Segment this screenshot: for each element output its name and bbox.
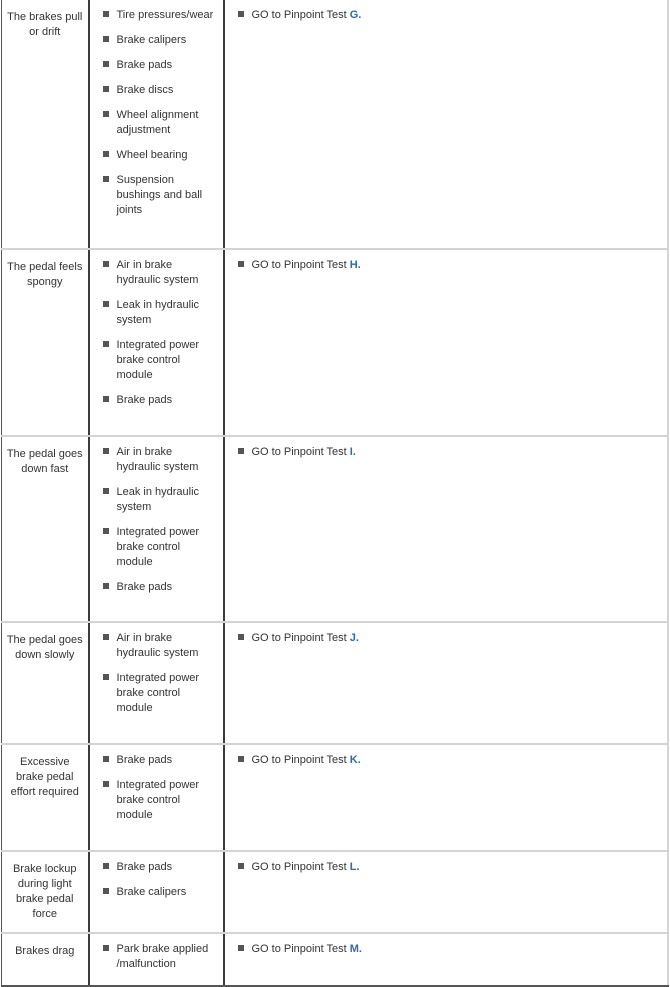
possible-causes-cell [89,622,224,744]
bullet-square-icon [103,341,109,347]
list-item [103,631,219,661]
cause-text: Wheel alignment adjustment [116,109,199,136]
table-row [2,436,668,622]
bullet-square-icon [103,111,109,117]
list-item [238,942,663,957]
action-list [238,445,663,460]
bullet-square-icon [103,61,109,67]
cause-text: Brake pads [116,754,173,766]
cause-text: Suspension bushings and ball joints [116,174,203,216]
cause-text: Leak in hydraulic system [116,299,200,326]
bullet-square-icon [238,261,244,267]
list-item [103,298,219,328]
condition-cell: Brakes drag [2,933,89,986]
list-item [103,445,219,475]
action-cell [224,622,668,744]
bullet-square-icon [238,11,244,17]
action-list [238,8,663,23]
cause-text: Brake discs [116,84,174,96]
list-item [103,671,219,716]
pinpoint-test-link[interactable]: I. [349,446,356,458]
list-item [103,173,219,218]
cause-text: Integrated power brake control module [116,526,200,568]
condition-cell: The pedal goes down slowly [2,622,89,744]
action-cell [224,851,668,933]
bullet-square-icon [103,528,109,534]
cause-text: Brake pads [116,861,173,873]
action-text: GO to Pinpoint Test [251,9,350,21]
cause-text: Integrated power brake control module [116,339,200,381]
condition-cell: The brakes pull or drift [2,0,89,249]
possible-causes-list [103,631,219,716]
list-item [238,753,663,768]
cause-text: Brake pads [116,394,173,406]
condition-cell: The pedal feels spongy [2,249,89,436]
action-cell [224,933,668,986]
cause-text: Park brake applied /malfunction [116,943,209,970]
possible-causes-list [103,8,219,218]
possible-causes-list [103,860,219,900]
list-item [103,393,219,408]
possible-causes-list [103,445,219,595]
cause-text: Air in brake hydraulic system [116,446,199,473]
list-item [103,33,219,48]
cause-text: Brake calipers [116,886,187,898]
table-row [2,744,668,851]
table-row [2,851,668,933]
bullet-square-icon [103,301,109,307]
possible-causes-list [103,753,219,823]
list-item [238,860,663,875]
pinpoint-test-link[interactable]: M. [349,943,362,955]
symptom-chart-table [1,0,669,987]
list-item [103,485,219,515]
action-cell [224,249,668,436]
bullet-square-icon [103,945,109,951]
action-list [238,942,663,957]
action-text: GO to Pinpoint Test [251,632,350,644]
bullet-square-icon [103,634,109,640]
cause-text: Air in brake hydraulic system [116,259,199,286]
table-row [2,933,668,986]
symptom-chart-body [2,0,668,986]
table-row [2,622,668,744]
bullet-square-icon [238,634,244,640]
action-list [238,258,663,273]
cause-text: Brake calipers [116,34,187,46]
pinpoint-test-link[interactable]: G. [349,9,362,21]
cause-text: Brake pads [116,581,173,593]
list-item [103,753,219,768]
list-item [238,445,663,460]
condition-cell: The pedal goes down fast [2,436,89,622]
possible-causes-list [103,258,219,408]
possible-causes-cell [89,249,224,436]
bullet-square-icon [238,448,244,454]
pinpoint-test-link[interactable]: J. [349,632,359,644]
bullet-square-icon [103,583,109,589]
list-item [103,778,219,823]
action-text: GO to Pinpoint Test [251,259,350,271]
action-list [238,631,663,646]
list-item [238,8,663,23]
action-list [238,753,663,768]
list-item [103,885,219,900]
cause-text: Brake pads [116,59,173,71]
list-item [103,525,219,570]
cause-text: Air in brake hydraulic system [116,632,199,659]
condition-cell: Excessive brake pedal effort required [2,744,89,851]
pinpoint-test-link[interactable]: K. [349,754,361,766]
list-item [103,942,219,972]
list-item [103,8,219,23]
action-text: GO to Pinpoint Test [251,861,350,873]
bullet-square-icon [103,488,109,494]
cause-text: Wheel bearing [116,149,188,161]
bullet-square-icon [238,863,244,869]
bullet-square-icon [103,863,109,869]
possible-causes-cell [89,0,224,249]
possible-causes-cell [89,436,224,622]
list-item [103,580,219,595]
list-item [103,148,219,163]
pinpoint-test-link[interactable]: L. [349,861,360,873]
bullet-square-icon [103,86,109,92]
list-item [103,258,219,288]
condition-cell: Brake lockup during light brake pedal force [2,851,89,933]
list-item [103,860,219,875]
bullet-square-icon [103,448,109,454]
table-row [2,0,668,249]
bullet-square-icon [103,396,109,402]
cause-text: Integrated power brake control module [116,672,200,714]
list-item [238,631,663,646]
bullet-square-icon [103,36,109,42]
action-cell [224,436,668,622]
possible-causes-cell [89,744,224,851]
possible-causes-cell [89,851,224,933]
list-item [238,258,663,273]
bullet-square-icon [103,888,109,894]
action-list [238,860,663,875]
bullet-square-icon [103,261,109,267]
action-text: GO to Pinpoint Test [251,446,350,458]
cause-text: Leak in hydraulic system [116,486,200,513]
list-item [103,83,219,98]
pinpoint-test-link[interactable]: H. [349,259,361,271]
action-cell [224,744,668,851]
bullet-square-icon [103,151,109,157]
bullet-square-icon [103,11,109,17]
bullet-square-icon [103,781,109,787]
list-item [103,58,219,73]
possible-causes-list [103,942,219,972]
bullet-square-icon [103,176,109,182]
list-item [103,338,219,383]
action-text: GO to Pinpoint Test [251,943,350,955]
bullet-square-icon [103,674,109,680]
table-row [2,249,668,436]
bullet-square-icon [238,756,244,762]
bullet-square-icon [103,756,109,762]
action-cell [224,0,668,249]
list-item [103,108,219,138]
cause-text: Integrated power brake control module [116,779,200,821]
action-text: GO to Pinpoint Test [251,754,350,766]
bullet-square-icon [238,945,244,951]
cause-text: Tire pressures/wear [116,9,214,21]
possible-causes-cell [89,933,224,986]
